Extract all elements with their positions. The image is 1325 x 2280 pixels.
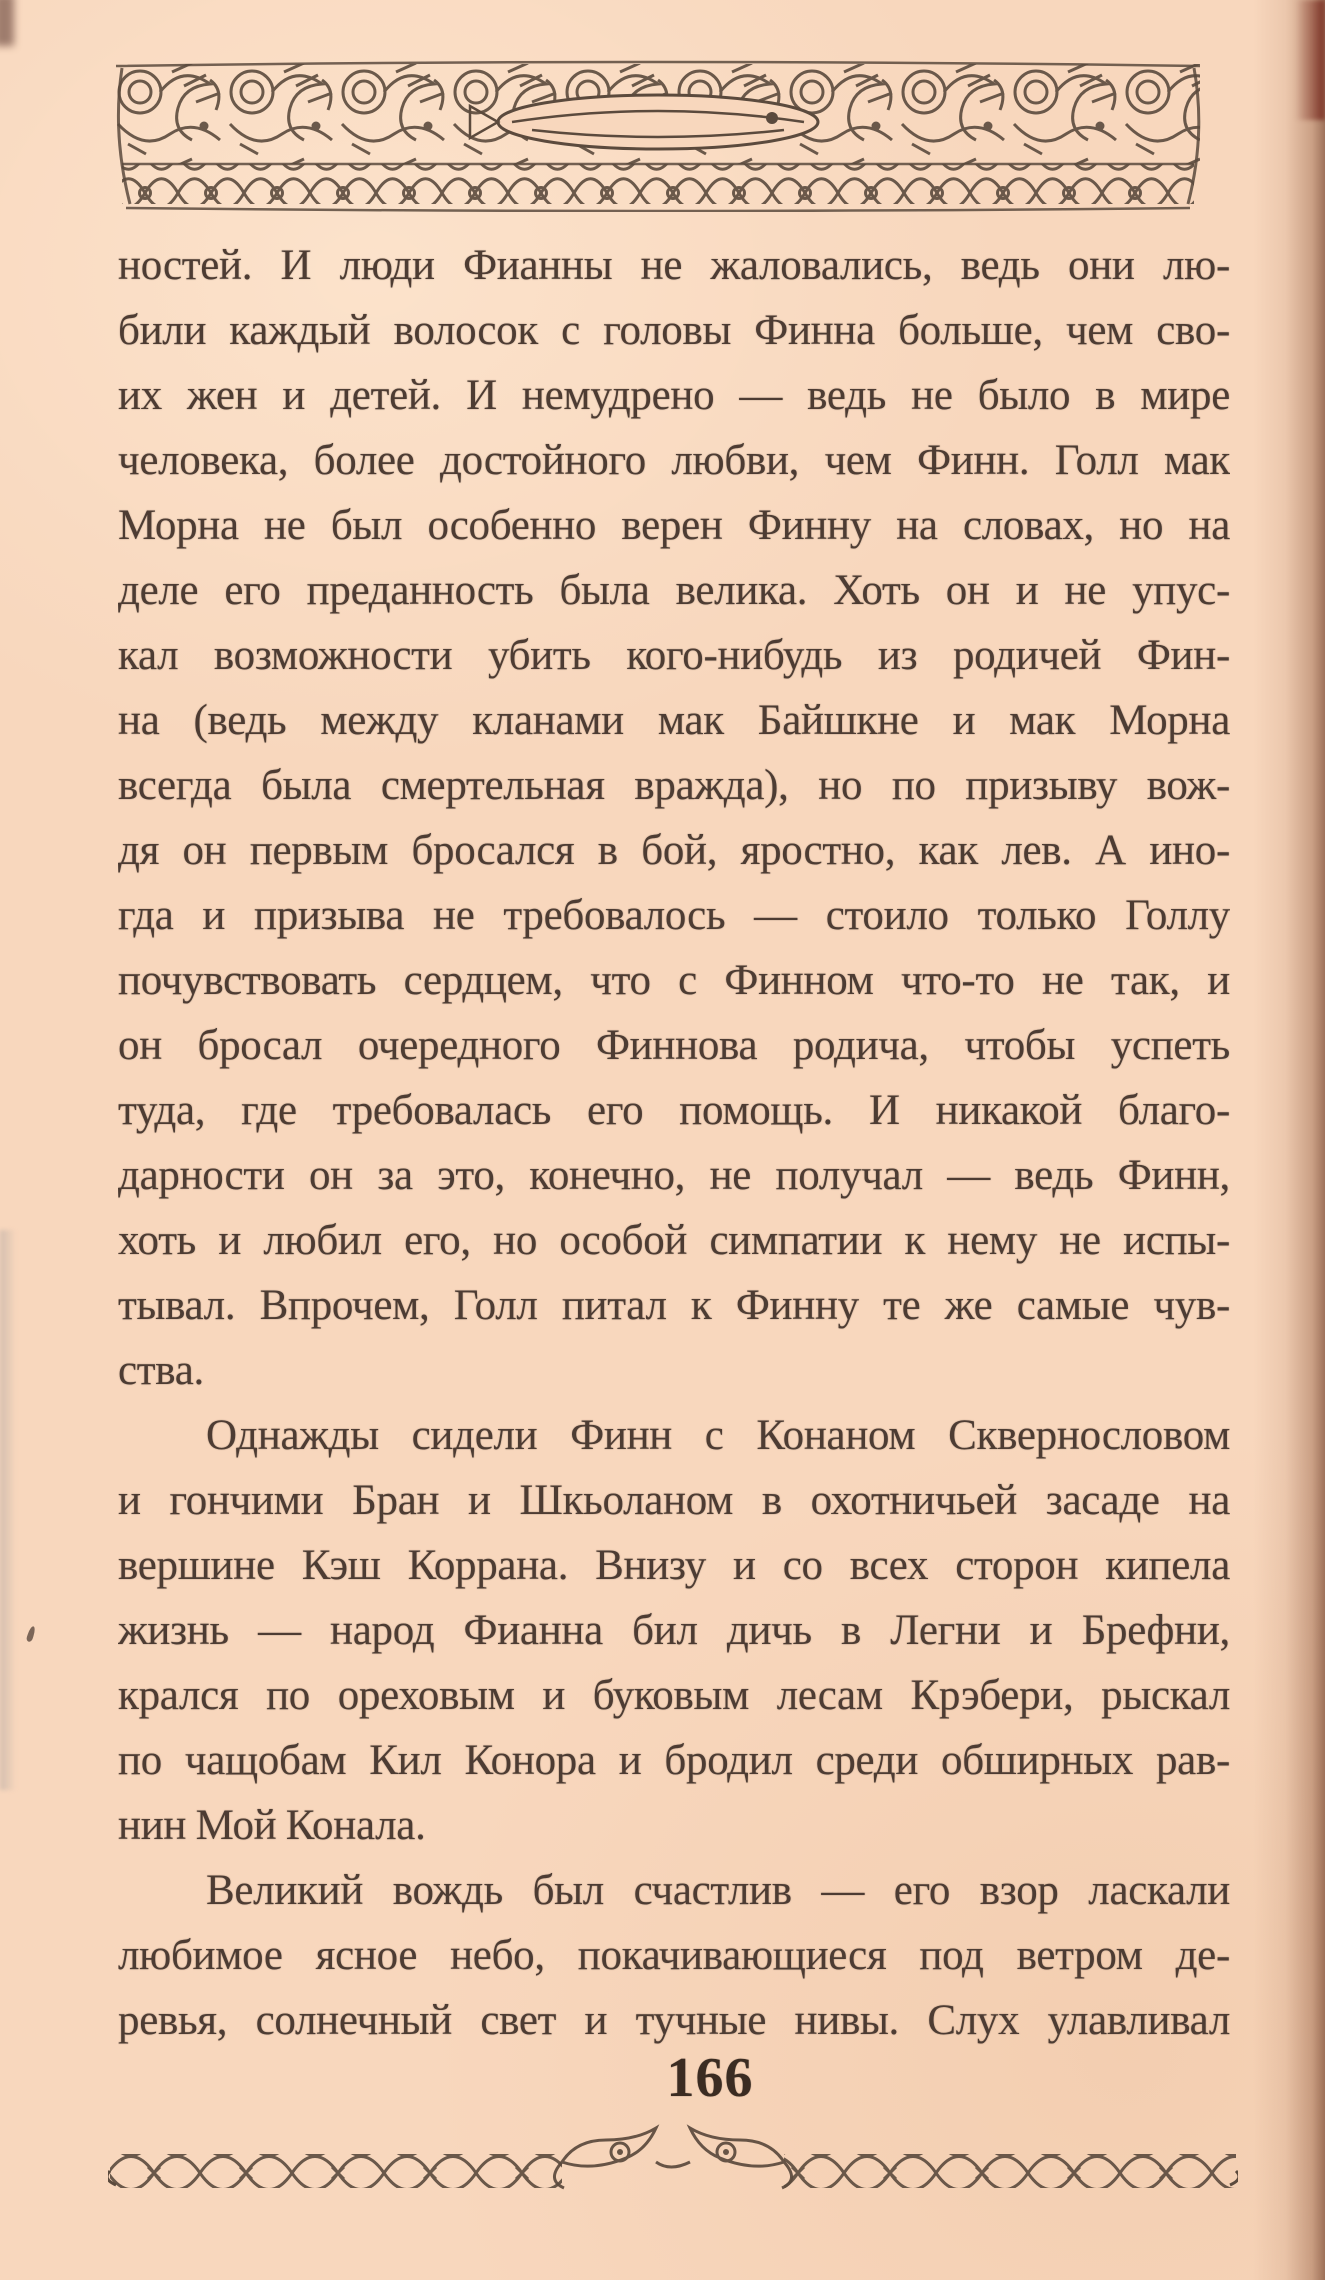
text-line: и гончими Бран и Шкьоланом в охотничьей засаде на bbox=[118, 1477, 1230, 1524]
text-line: вершине Кэш Коррана. Внизу и со всех сторон кипела bbox=[118, 1542, 1230, 1589]
text-line: дарности он за это, конечно, не получал — ведь Финн, bbox=[118, 1152, 1230, 1199]
text-line: хоть и любил его, но особой симпатии к нему не испы- bbox=[118, 1217, 1230, 1264]
text-line: ства. bbox=[118, 1347, 204, 1394]
text-line: их жен и детей. И немудрено — ведь не было в мире bbox=[118, 372, 1230, 419]
text-line: тывал. Впрочем, Голл питал к Финну те же самые чув- bbox=[118, 1282, 1230, 1329]
text-line: Однажды сидели Финн с Конаном Сквернословом bbox=[206, 1412, 1230, 1459]
corner-shadow-top-left bbox=[0, 0, 14, 46]
celtic-knotwork-header-ornament bbox=[112, 60, 1204, 212]
text-line: ревья, солнечный свет и тучные нивы. Слух улавливал bbox=[118, 1997, 1230, 2044]
text-line: Великий вождь был счастлив — его взор ласкали bbox=[206, 1867, 1230, 1914]
ink-speck bbox=[26, 1625, 37, 1642]
page-gutter-shadow bbox=[1253, 0, 1325, 2280]
text-line: почувствовать сердцем, что с Финном что-то не так, и bbox=[118, 957, 1230, 1004]
text-line: дя он первым бросался в бой, яростно, как лев. А ино- bbox=[118, 827, 1230, 874]
text-line: ностей. И люди Фианны не жаловались, ведь они лю- bbox=[118, 242, 1230, 289]
page-number: 166 bbox=[666, 2047, 754, 2109]
text-line: Морна не был особенно верен Финну на словах, но на bbox=[118, 502, 1230, 549]
text-line: на (ведь между кланами мак Байшкне и мак Морна bbox=[118, 697, 1230, 744]
text-line: били каждый волосок с головы Финна больше, чем сво- bbox=[118, 307, 1230, 354]
corner-shadow-top-right bbox=[1295, 0, 1325, 120]
text-line: кал возможности убить кого-нибудь из родичей Фин- bbox=[118, 632, 1230, 679]
text-line: гда и призыва не требовалось — стоило только Голлу bbox=[118, 892, 1230, 939]
scan-edge-left bbox=[0, 1230, 16, 1790]
text-line: жизнь — народ Фианна бил дичь в Легни и Брефни, bbox=[118, 1607, 1230, 1654]
text-line: крался по ореховым и буковым лесам Крэбери, рыскал bbox=[118, 1672, 1230, 1719]
text-line: по чащобам Кил Конора и бродил среди обширных рав- bbox=[118, 1737, 1230, 1784]
text-line: человека, более достойного любви, чем Финн. Голл мак bbox=[118, 437, 1230, 484]
text-line: туда, где требовалась его помощь. И никакой благо- bbox=[118, 1087, 1230, 1134]
text-line: нин Мой Конала. bbox=[118, 1802, 426, 1849]
text-line: всегда была смертельная вражда), но по призыву вож- bbox=[118, 762, 1230, 809]
text-line: деле его преданность была велика. Хоть он и не упус- bbox=[118, 567, 1230, 614]
celtic-knotwork-tailpiece-ornament bbox=[108, 2122, 1238, 2206]
text-line: любимое ясное небо, покачивающиеся под ветром де- bbox=[118, 1932, 1230, 1979]
body-text bbox=[118, 233, 1230, 2053]
text-line: он бросал очередного Финнова родича, чтобы успеть bbox=[118, 1022, 1230, 1069]
